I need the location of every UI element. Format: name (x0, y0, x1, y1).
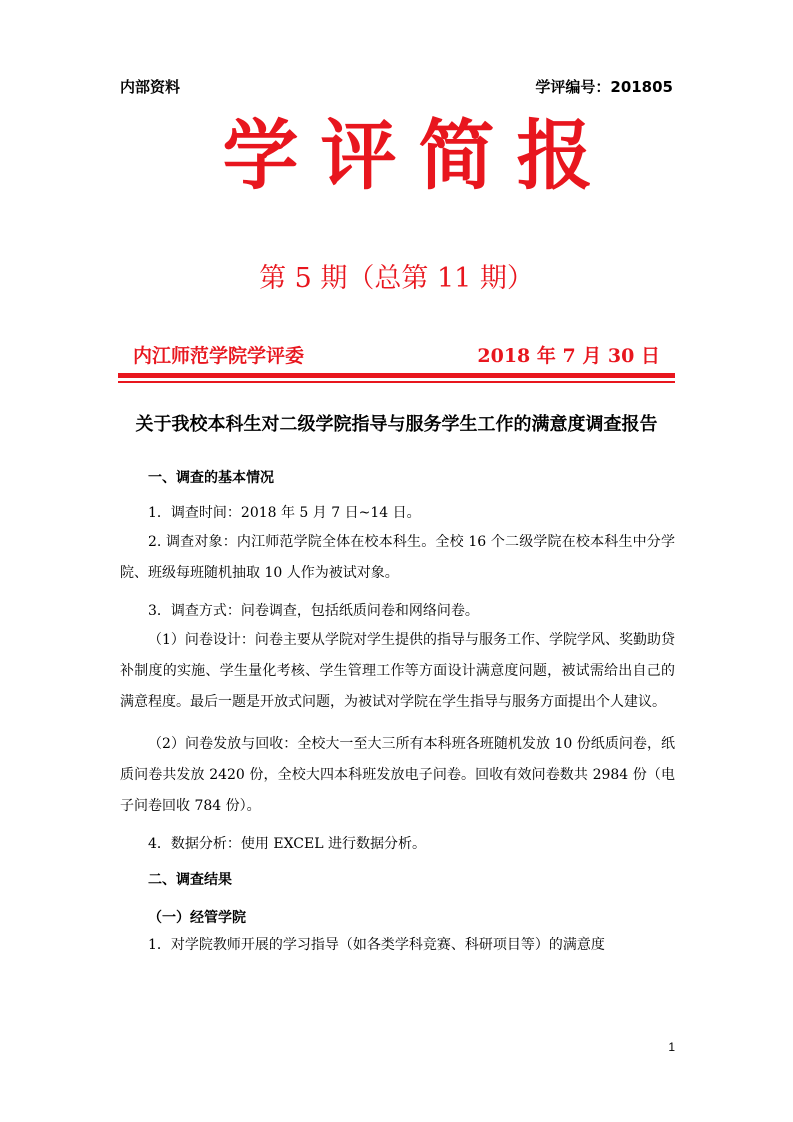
issue-number: 第 5 期（总第 11 期） (259, 263, 534, 294)
section-heading-basic-info: 一、调查的基本情况 (148, 470, 274, 486)
page-number: 1 (668, 1040, 675, 1054)
survey-method: 3．调查方式：问卷调查，包括纸质问卷和网络问卷。 (148, 603, 479, 619)
internal-material-label: 内部资料 (120, 78, 181, 96)
section-heading-results: 二、调查结果 (148, 872, 232, 888)
red-divider-thin (118, 381, 675, 383)
data-analysis: 4．数据分析：使用 EXCEL 进行数据分析。 (148, 836, 426, 852)
publish-date: 2018 年 7 月 30 日 (477, 345, 660, 367)
questionnaire-design: （1）问卷设计：问卷主要从学院对学生提供的指导与服务工作、学院学风、奖勤助贷补制度的实施、学生量化考核、学生管理工作等方面设计满意度问题，被试需给出自己的满意程度。最后一题是开放式问题，为被试对学院在学生指导与服务方面提出个人建议。 (120, 632, 675, 710)
survey-time: 1．调查时间：2018 年 5 月 7 日~14 日。 (148, 505, 421, 521)
serial-number-label: 学评编号：201805 (535, 78, 673, 96)
publisher-org: 内江师范学院学评委 (133, 345, 305, 367)
red-divider-thick (118, 373, 675, 378)
article-title: 关于我校本科生对二级学院指导与服务学生工作的满意度调查报告 (135, 414, 658, 435)
subsection-heading-economics: （一）经管学院 (148, 910, 246, 926)
result-item-1: 1．对学院教师开展的学习指导（如各类学科竞赛、科研项目等）的满意度 (148, 937, 605, 953)
questionnaire-distribution: （2）问卷发放与回收：全校大一至大三所有本科班各班随机发放 10 份纸质问卷，纸质问卷共发放 2420 份，全校大四本科班发放电子问卷。回收有效问卷数共 2984 份（电子问卷回收 784 份）。 (120, 736, 675, 814)
masthead-title: 学评简报 (222, 111, 615, 200)
survey-subjects: 2. 调查对象：内江师范学院全体在校本科生。全校 16 个二级学院在校本科生中分学院、班级每班随机抽取 10 人作为被试对象。 (120, 534, 675, 581)
